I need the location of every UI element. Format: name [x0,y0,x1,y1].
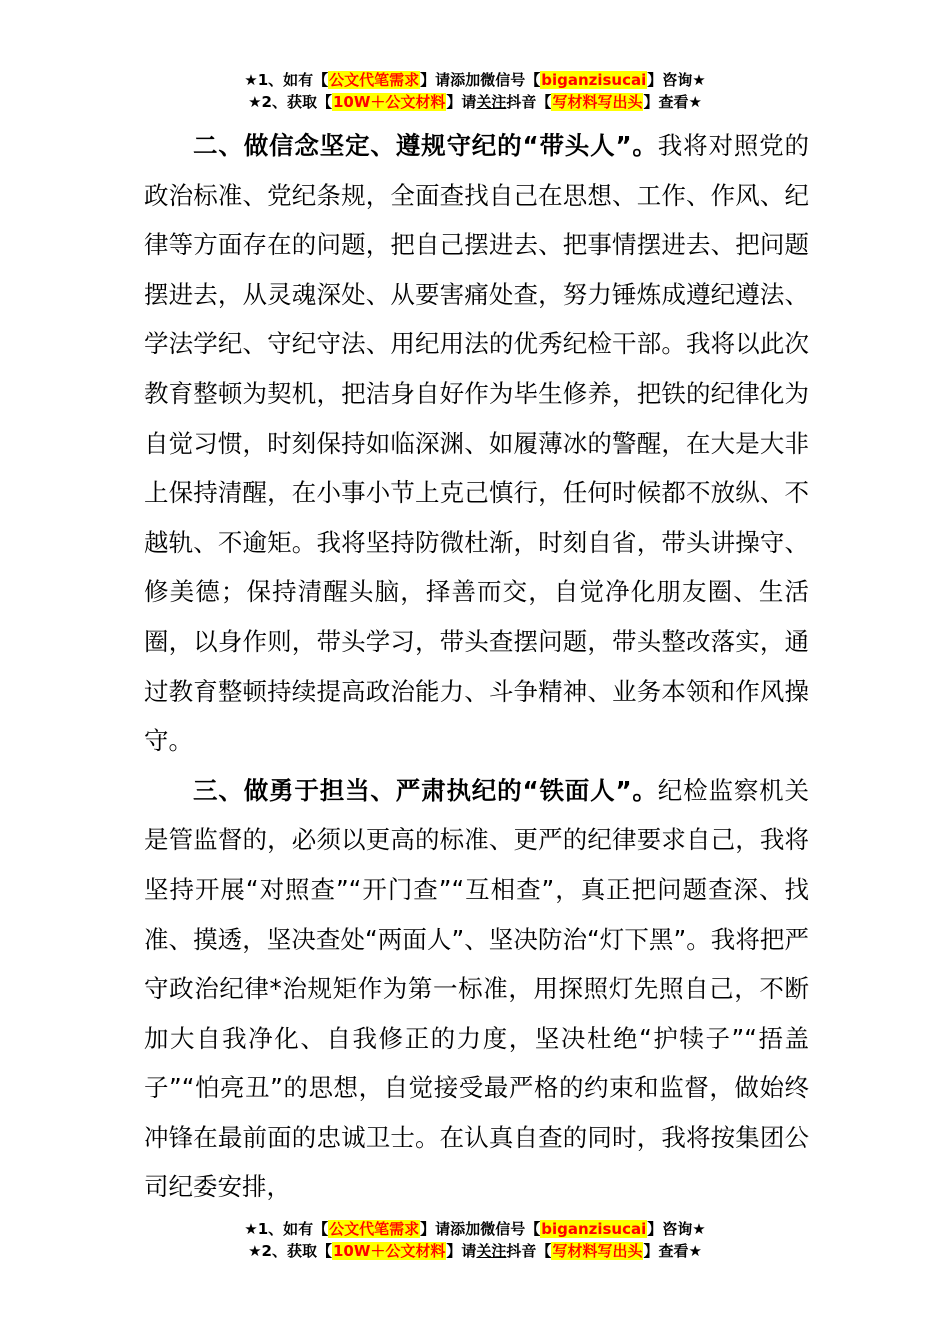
banner-line-1: ★1、如有【公文代笔需求】请添加微信号【biganzisucai】咨询★ [244,1220,706,1238]
footer-banner [0,1218,950,1262]
header-banner [0,69,950,113]
banner-line-2: ★2、获取【10W＋公文材料】请关注抖音【写材料写出头】查看★ [248,1242,702,1260]
paragraph-text: 纪检监察机关是管监督的，必须以更高的标准、更严的纪律要求自己，我将坚持开展“对照查”“开门查”“互相查”，真正把问题查深、找准、摸透，坚决查处“两面人”、坚决防治“灯下黑”。我将把严守政治纪律*治规矩作为第一标准，用探照灯先照自己，不断加大自我净化、自我修正的力度，坚决杜绝“护犊子”“捂盖子”“怕亮丑”的思想，自觉接受最严格的约束和监督，做始终冲锋在最前面的忠诚卫士。在认真自查的同时，我将按集团公司纪委安排， [144,775,810,1202]
banner-line-1: ★1、如有【公文代笔需求】请添加微信号【biganzisucai】咨询★ [244,71,706,89]
banner-highlight-materials: 10W＋公文材料 [332,93,446,111]
paragraph-heading: 三、做勇于担当、严肃执纪的“铁面人”。 [193,775,658,805]
banner-highlight-douyin: 写材料写出头 [552,1242,643,1260]
document-body [144,121,809,1212]
paragraph-3 [144,766,809,1212]
banner-highlight-service: 公文代笔需求 [329,71,420,89]
banner-highlight-wechat-id: biganzisucai [541,1220,647,1238]
paragraph-text: 我将对照党的政治标准、党纪条规，全面查找自己在思想、工作、作风、纪律等方面存在的问题，把自己摆进去、把事情摆进去、把问题摆进去，从灵魂深处、从要害痛处查，努力锤炼成遵纪遵法、学法学纪、守纪守法、用纪用法的优秀纪检干部。我将以此次教育整顿为契机，把洁身自好作为毕生修养，把铁的纪律化为自觉习惯，时刻保持如临深渊、如履薄冰的警醒，在大是大非上保持清醒，在小事小节上克己慎行，任何时候都不放纵、不越轨、不逾矩。我将坚持防微杜渐，时刻自省，带头讲操守、修美德；保持清醒头脑，择善而交，自觉净化朋友圈、生活圈，以身作则，带头学习，带头查摆问题，带头整改落实，通过教育整顿持续提高政治能力、斗争精神、业务本领和作风操守。 [144,131,810,756]
banner-highlight-service: 公文代笔需求 [329,1220,420,1238]
banner-line-2: ★2、获取【10W＋公文材料】请关注抖音【写材料写出头】查看★ [248,93,702,111]
banner-highlight-douyin: 写材料写出头 [552,93,643,111]
paragraph-heading: 二、做信念坚定、遵规守纪的“带头人”。 [193,131,658,160]
banner-highlight-materials: 10W＋公文材料 [332,1242,446,1260]
paragraph-2 [144,121,809,766]
banner-highlight-wechat-id: biganzisucai [541,71,647,89]
